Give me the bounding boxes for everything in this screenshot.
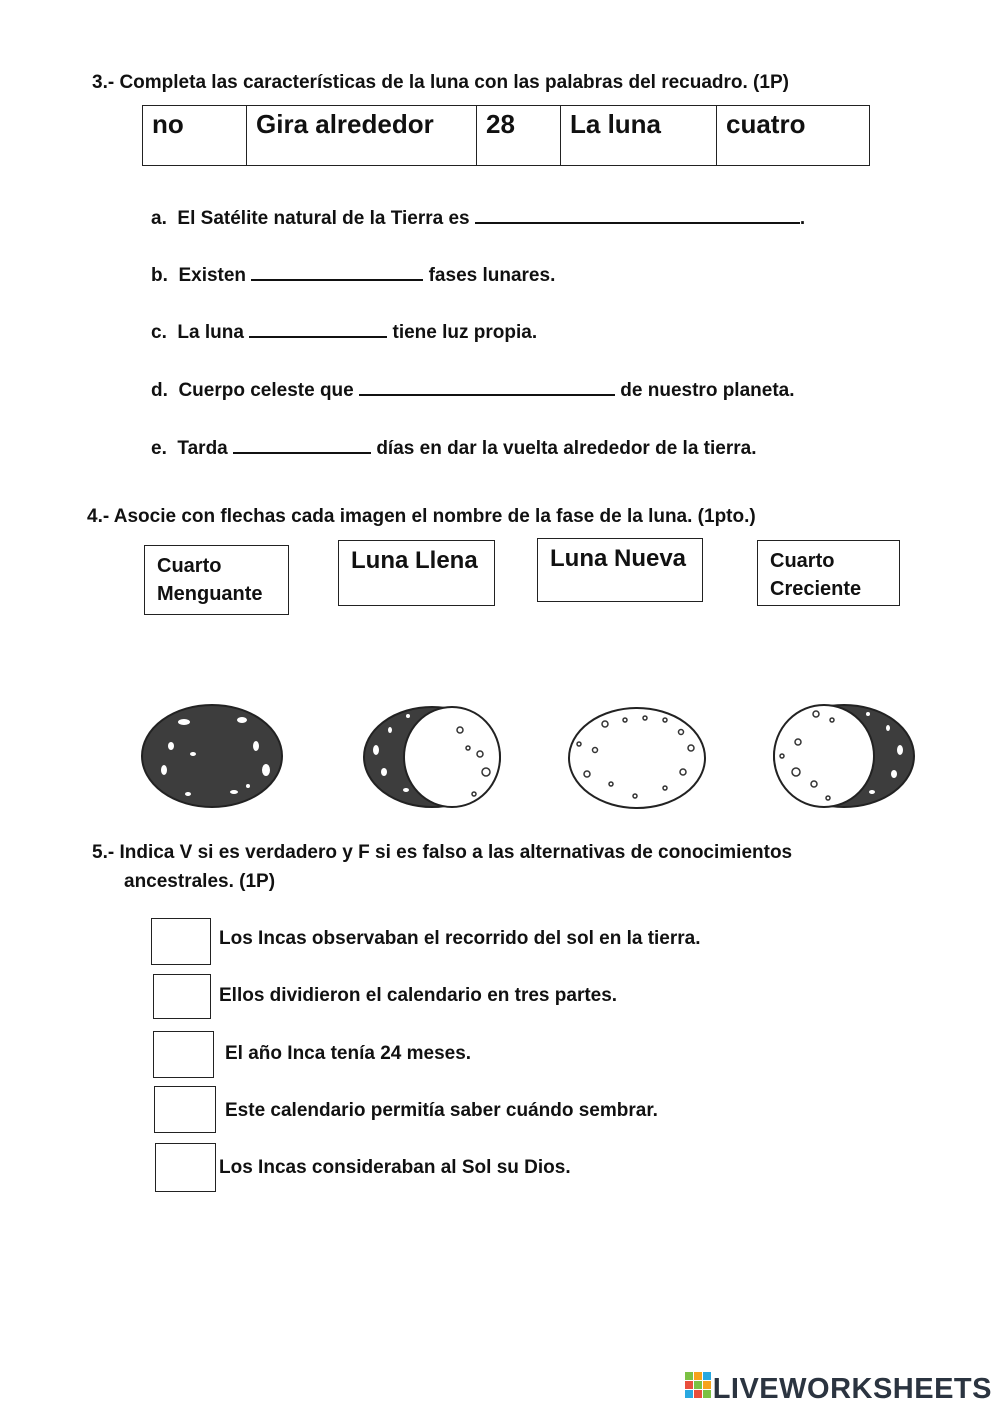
section4-title: 4.- Asocie con flechas cada imagen el nombre de la fase de la luna. (1pto.) xyxy=(87,506,756,527)
true-false-answer-box[interactable] xyxy=(153,974,211,1019)
fill-item-e xyxy=(151,434,757,460)
item-text-after: de nuestro planeta. xyxy=(620,380,795,401)
fill-item-a xyxy=(151,204,805,230)
phase-label-line: Cuarto xyxy=(157,555,222,577)
word-bank-cell: no xyxy=(143,106,247,166)
item-letter: a. xyxy=(151,208,167,229)
item-letter: e. xyxy=(151,438,167,459)
liveworksheets-logo-text: LIVEWORKSHEETS xyxy=(712,1372,992,1405)
true-false-answer-box[interactable] xyxy=(153,1031,214,1078)
item-text-before: El Satélite natural de la Tierra es xyxy=(177,208,470,229)
word-bank-cell: 28 xyxy=(477,106,561,166)
fill-blank[interactable] xyxy=(251,261,423,281)
word-bank-cell: La luna xyxy=(561,106,717,166)
true-false-answer-box[interactable] xyxy=(151,918,211,965)
fill-item-c xyxy=(151,318,537,344)
item-text-before: Existen xyxy=(178,265,247,286)
statement-text: Ellos dividieron el calendario en tres partes. xyxy=(219,985,618,1006)
item-text-before: La luna xyxy=(177,322,244,343)
fill-blank[interactable] xyxy=(475,204,800,224)
phase-label-line: Luna Nueva xyxy=(550,545,687,572)
phase-label-luna-llena[interactable] xyxy=(338,540,495,606)
statement-text: El año Inca tenía 24 meses. xyxy=(225,1043,472,1064)
item-letter: c. xyxy=(151,322,167,343)
fill-item-d xyxy=(151,376,795,402)
phase-label-line: Luna Llena xyxy=(351,547,478,574)
phase-label-luna-nueva[interactable] xyxy=(537,538,703,602)
word-bank-cell: cuatro xyxy=(717,106,870,166)
item-text-after: días en dar la vuelta alrededor de la tierra. xyxy=(376,438,757,459)
item-text-before: Tarda xyxy=(177,438,228,459)
statement-text: Los Incas observaban el recorrido del sol en la tierra. xyxy=(219,928,701,949)
true-false-answer-box[interactable] xyxy=(154,1086,216,1133)
true-false-answer-box[interactable] xyxy=(155,1143,216,1192)
item-text-after: . xyxy=(799,208,806,229)
item-letter: b. xyxy=(151,265,168,286)
full-moon-image[interactable] xyxy=(565,704,710,812)
section5-title-line1: 5.- Indica V si es verdadero y F si es falso a las alternativas de conocimientos xyxy=(92,842,793,863)
statement-text: Este calendario permitía saber cuándo sembrar. xyxy=(225,1100,658,1121)
section5-title-line2: ancestrales. (1P) xyxy=(124,871,276,892)
phase-label-line: Menguante xyxy=(157,583,263,605)
waning-crescent-moon-image[interactable] xyxy=(360,702,505,812)
item-text-after: tiene luz propia. xyxy=(392,322,538,343)
section3-title: 3.- Completa las características de la luna con las palabras del recuadro. (1P) xyxy=(92,72,789,93)
fill-blank[interactable] xyxy=(249,318,387,338)
fill-item-b xyxy=(151,261,555,287)
liveworksheets-logo-icon xyxy=(685,1372,711,1406)
new-moon-image[interactable] xyxy=(138,700,286,812)
word-bank-table xyxy=(142,105,870,166)
phase-label-line: Cuarto xyxy=(770,550,835,572)
liveworksheets-logo[interactable] xyxy=(685,1372,992,1406)
statement-text: Los Incas consideraban al Sol su Dios. xyxy=(219,1157,571,1178)
item-text-before: Cuerpo celeste que xyxy=(178,380,354,401)
item-text-after: fases lunares. xyxy=(428,265,556,286)
phase-label-line: Creciente xyxy=(770,578,862,600)
word-bank-cell: Gira alrededor xyxy=(247,106,477,166)
phase-label-cuarto-menguante[interactable] xyxy=(144,545,289,615)
waxing-crescent-moon-image[interactable] xyxy=(768,700,918,812)
fill-blank[interactable] xyxy=(359,376,615,396)
phase-label-cuarto-creciente[interactable] xyxy=(757,540,900,606)
fill-blank[interactable] xyxy=(233,434,371,454)
item-letter: d. xyxy=(151,380,168,401)
